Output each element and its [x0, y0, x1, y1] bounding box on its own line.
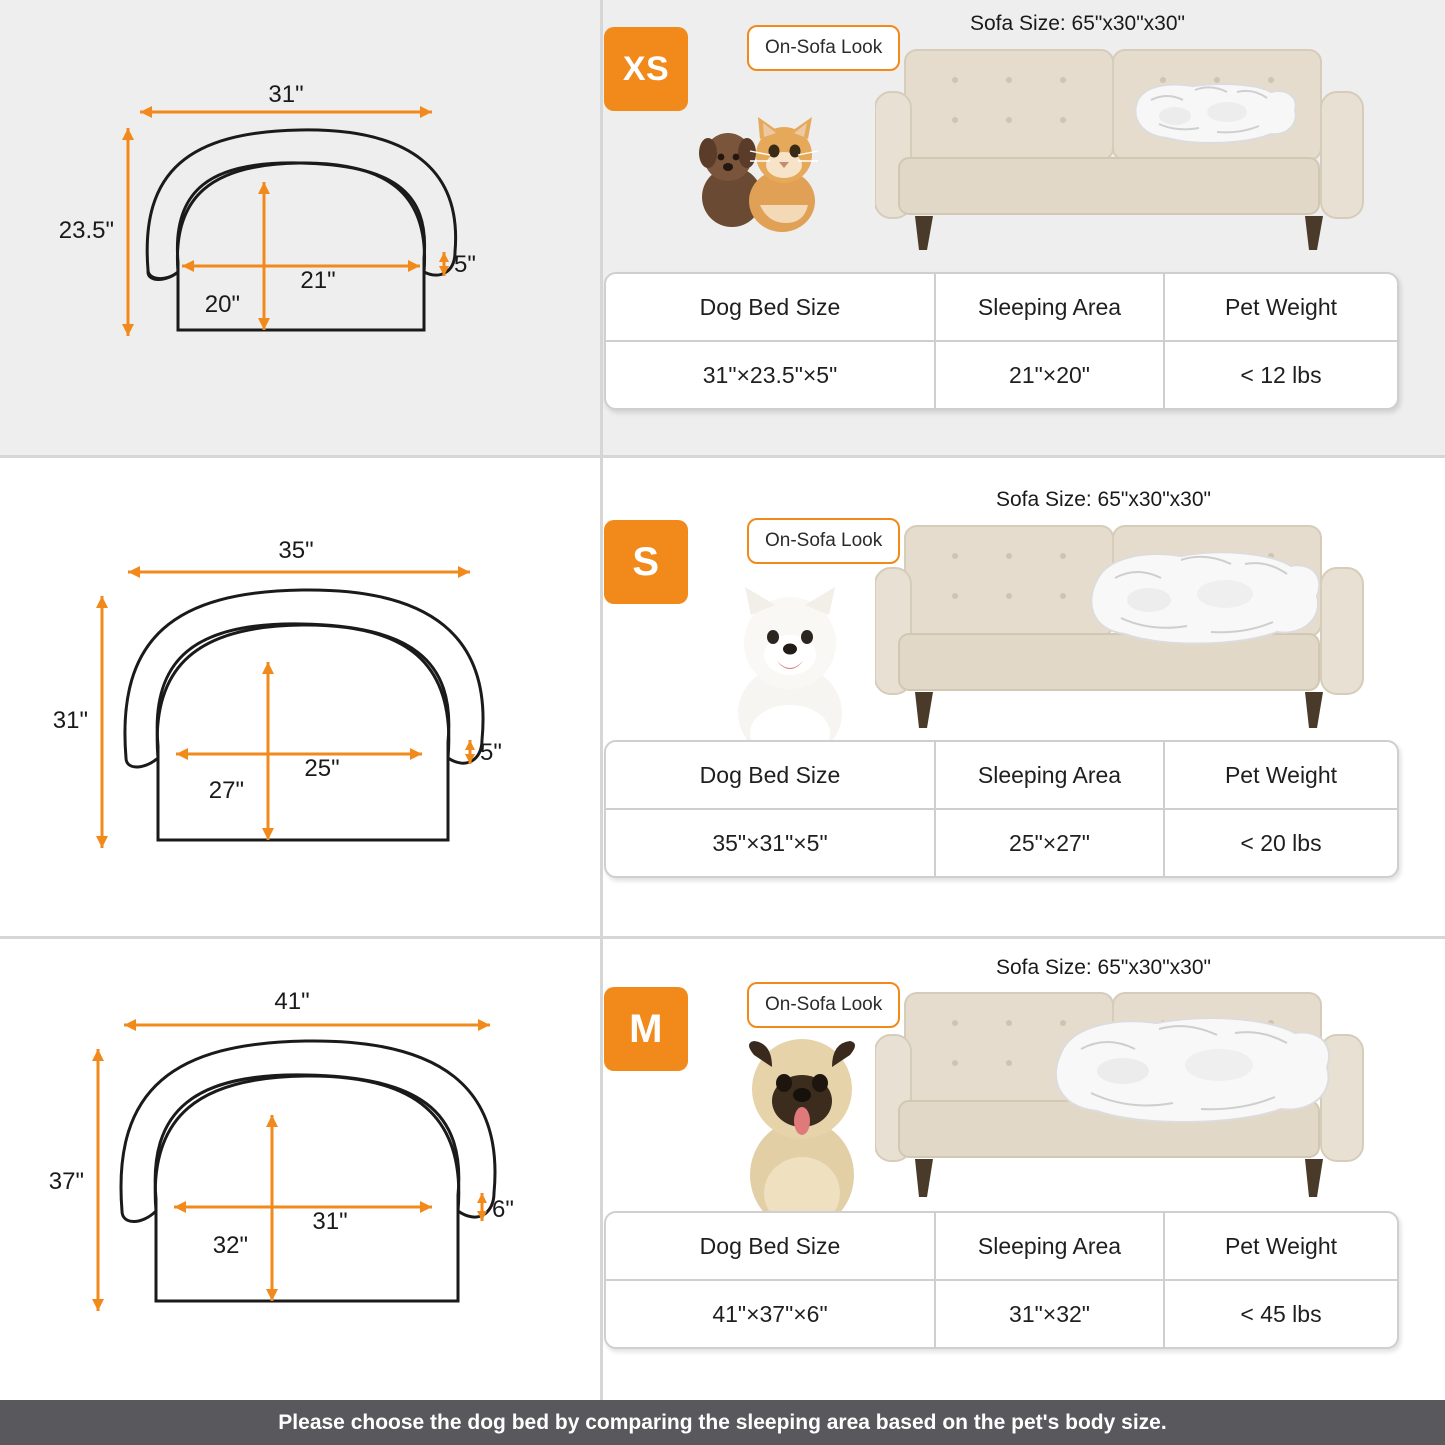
dim-width-m: 41" [274, 988, 310, 1015]
size-badge-m: M [604, 987, 688, 1071]
dim-height-s: 31" [52, 707, 88, 734]
spec-table-s [604, 740, 1399, 878]
pug-photo-m [710, 1025, 895, 1235]
header-sleeping-area: Sleeping Area [936, 274, 1165, 340]
value-pet-weight-m: < 45 lbs [1240, 1300, 1322, 1327]
spec-table-row-s [606, 810, 1397, 876]
header-pet-weight: Pet Weight [1224, 761, 1338, 788]
sofa-size-caption-xs: Sofa Size: 65"x30"x30" [970, 12, 1185, 35]
spec-table-row-m [606, 1281, 1397, 1347]
size-row-s [0, 458, 1445, 936]
bed-dimension-diagram-m [0, 939, 600, 1406]
footer-note: Please choose the dog bed by comparing the sleeping area based on the pet's body size. [0, 1400, 1445, 1445]
dim-thickness-m: 6" [492, 1196, 514, 1223]
on-sofa-look-pill-xs: On-Sofa Look [747, 25, 900, 71]
header-sleeping-area: Sleeping Area [936, 742, 1165, 808]
header-dog-bed-size: Dog Bed Size [606, 1213, 936, 1279]
size-badge-s: S [604, 520, 688, 604]
product-pane-xs [600, 0, 1445, 455]
header-sleeping-area: Sleeping Area [936, 1213, 1165, 1279]
bed-dimension-diagram-s [0, 458, 600, 936]
value-sleeping-area-xs: 21"×20" [936, 342, 1165, 408]
dim-thickness-s: 5" [480, 739, 502, 766]
on-sofa-look-pill-m: On-Sofa Look [747, 982, 900, 1028]
header-dog-bed-size: Dog Bed Size [606, 274, 936, 340]
diagram-pane-m [0, 939, 600, 1406]
dim-height-xs: 23.5" [58, 217, 114, 244]
product-pane-s [600, 458, 1445, 936]
spec-table-header-m [606, 1213, 1397, 1281]
header-pet-weight: Pet Weight [1224, 293, 1338, 320]
diagram-pane-s [0, 458, 600, 936]
value-dog-bed-size-m: 41"×37"×6" [606, 1281, 936, 1347]
size-badge-xs: XS [604, 27, 688, 111]
diagram-pane-xs [0, 0, 600, 455]
value-pet-weight-s: < 20 lbs [1240, 829, 1322, 856]
spec-table-xs [604, 272, 1399, 410]
dim-width-s: 35" [278, 537, 314, 564]
dim-inner-width-s: 25" [304, 755, 340, 782]
dim-inner-width-xs: 21" [300, 267, 336, 294]
sofa-illustration-m [875, 983, 1365, 1218]
on-sofa-look-pill-s: On-Sofa Look [747, 518, 900, 564]
value-dog-bed-size-xs: 31"×23.5"×5" [606, 342, 936, 408]
sofa-size-caption-s: Sofa Size: 65"x30"x30" [996, 488, 1211, 511]
header-dog-bed-size: Dog Bed Size [606, 742, 936, 808]
size-row-m [0, 939, 1445, 1406]
sofa-illustration-s [875, 516, 1365, 746]
bed-dimension-diagram-xs [0, 0, 600, 455]
sofa-size-caption-m: Sofa Size: 65"x30"x30" [996, 956, 1211, 979]
header-pet-weight: Pet Weight [1224, 1232, 1338, 1259]
puppy-and-kitten-photo-xs [690, 105, 850, 235]
spec-table-m [604, 1211, 1399, 1349]
dim-thickness-xs: 5" [454, 251, 476, 278]
spec-table-header-xs [606, 274, 1397, 342]
spec-table-row-xs [606, 342, 1397, 408]
dim-inner-depth-s: 27" [208, 777, 244, 804]
product-pane-m [600, 939, 1445, 1406]
spec-table-header-s [606, 742, 1397, 810]
value-pet-weight-xs: < 12 lbs [1240, 361, 1322, 388]
value-sleeping-area-m: 31"×32" [936, 1281, 1165, 1347]
dim-height-m: 37" [48, 1168, 84, 1195]
white-pomeranian-photo-s [705, 583, 875, 763]
value-dog-bed-size-s: 35"×31"×5" [606, 810, 936, 876]
size-row-xs [0, 0, 1445, 455]
dim-inner-width-m: 31" [312, 1208, 348, 1235]
dim-inner-depth-xs: 20" [204, 291, 240, 318]
dim-width-xs: 31" [268, 81, 304, 108]
sofa-illustration-xs [875, 40, 1365, 265]
dim-inner-depth-m: 32" [212, 1232, 248, 1259]
value-sleeping-area-s: 25"×27" [936, 810, 1165, 876]
